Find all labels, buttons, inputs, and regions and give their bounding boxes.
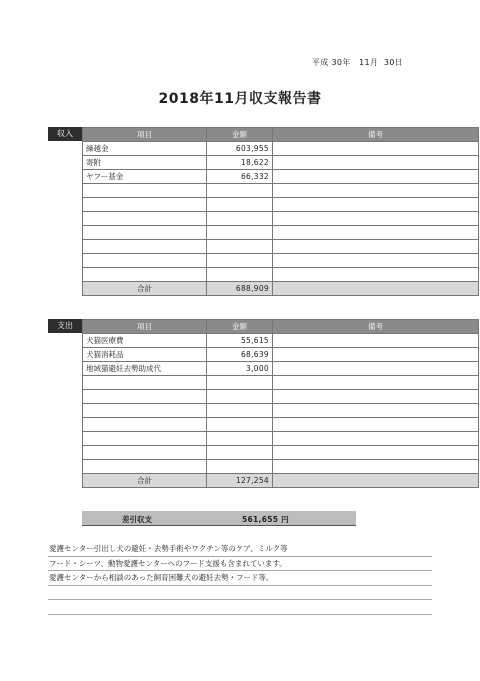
amount-cell: 603,955 [207,142,273,156]
amount-cell [207,460,273,474]
column-header-item: 項目 [83,128,207,142]
note-cell [273,240,479,254]
table-row [83,142,479,156]
balance-bar [82,511,356,526]
amount-cell [207,226,273,240]
table-row [83,418,479,432]
table-row [83,334,479,348]
table-row [83,362,479,376]
table-row [83,184,479,198]
table-row [83,446,479,460]
amount-cell [207,184,273,198]
column-header-amount: 金額 [207,320,273,334]
note-cell [273,362,479,376]
amount-cell [207,404,273,418]
notes-section [48,542,432,615]
total-row [83,282,479,296]
balance-label: 差引収支 [122,515,152,524]
item-cell: 地域猫避妊去勢助成代 [83,362,207,376]
item-cell [83,254,207,268]
amount-cell [207,240,273,254]
note-cell [273,170,479,184]
item-cell: ヤフー基金 [83,170,207,184]
note-cell [273,432,479,446]
amount-cell [207,212,273,226]
item-cell [83,404,207,418]
amount-cell: 66,332 [207,170,273,184]
note-cell [273,390,479,404]
table-row [83,268,479,282]
item-cell [83,460,207,474]
note-cell [273,418,479,432]
column-header-amount: 金額 [207,128,273,142]
table-row [83,198,479,212]
item-cell [83,418,207,432]
table-row [83,240,479,254]
note-cell [273,348,479,362]
item-cell [83,212,207,226]
item-cell: 寄附 [83,156,207,170]
amount-cell: 55,615 [207,334,273,348]
note-line: 愛護センター引出し犬の避妊・去勢手術やワクチン等のケア、ミルク等 [48,542,432,557]
expense-header-row [83,320,479,334]
note-cell [273,212,479,226]
table-row [83,390,479,404]
total-label: 合計 [83,282,207,296]
item-cell: 繰越金 [83,142,207,156]
total-label: 合計 [83,474,207,488]
item-cell [83,268,207,282]
amount-cell: 18,622 [207,156,273,170]
amount-cell: 3,000 [207,362,273,376]
report-title: 2018年11月収支報告書 [158,91,322,107]
income-header-row [83,128,479,142]
item-cell: 犬猫消耗品 [83,348,207,362]
note-cell [273,376,479,390]
item-cell [83,198,207,212]
note-cell [273,184,479,198]
item-cell [83,432,207,446]
item-cell: 犬猫医療費 [83,334,207,348]
balance-value: 561,655 円 [242,515,289,524]
total-amount: 127,254 [207,474,273,488]
column-header-note: 備考 [273,128,479,142]
table-row [83,376,479,390]
column-header-item: 項目 [83,320,207,334]
income-section-label: 収入 [48,127,82,141]
amount-cell: 68,639 [207,348,273,362]
amount-cell [207,198,273,212]
note-cell [273,254,479,268]
table-row [83,212,479,226]
income-table [82,127,479,296]
amount-cell [207,254,273,268]
item-cell [83,240,207,254]
table-row [83,460,479,474]
note-cell [273,156,479,170]
table-row [83,404,479,418]
note-line [48,586,432,601]
expense-section-label: 支出 [48,319,82,333]
note-cell [273,198,479,212]
table-row [83,254,479,268]
note-line: 愛護センターから相談のあった飼育困難犬の避妊去勢・フード等。 [48,571,432,586]
amount-cell [207,268,273,282]
report-date: 平成 30年 11月 30日 [312,58,403,67]
amount-cell [207,418,273,432]
note-cell [273,446,479,460]
table-row [83,156,479,170]
note-cell [273,268,479,282]
amount-cell [207,390,273,404]
item-cell [83,226,207,240]
total-row [83,474,479,488]
note-cell [273,460,479,474]
amount-cell [207,432,273,446]
note-line [48,600,432,615]
amount-cell [207,376,273,390]
item-cell [83,390,207,404]
note-cell [273,334,479,348]
item-cell [83,184,207,198]
expense-table [82,319,479,488]
amount-cell [207,446,273,460]
total-amount: 688,909 [207,282,273,296]
note-cell [273,142,479,156]
note-cell [273,404,479,418]
total-note-cell [273,282,479,296]
note-cell [273,226,479,240]
note-line: フード・シーツ、動物愛護センターへのフード支援も含まれています。 [48,557,432,572]
table-row [83,226,479,240]
table-row [83,348,479,362]
table-row [83,432,479,446]
total-note-cell [273,474,479,488]
table-row [83,170,479,184]
item-cell [83,376,207,390]
item-cell [83,446,207,460]
column-header-note: 備考 [273,320,479,334]
